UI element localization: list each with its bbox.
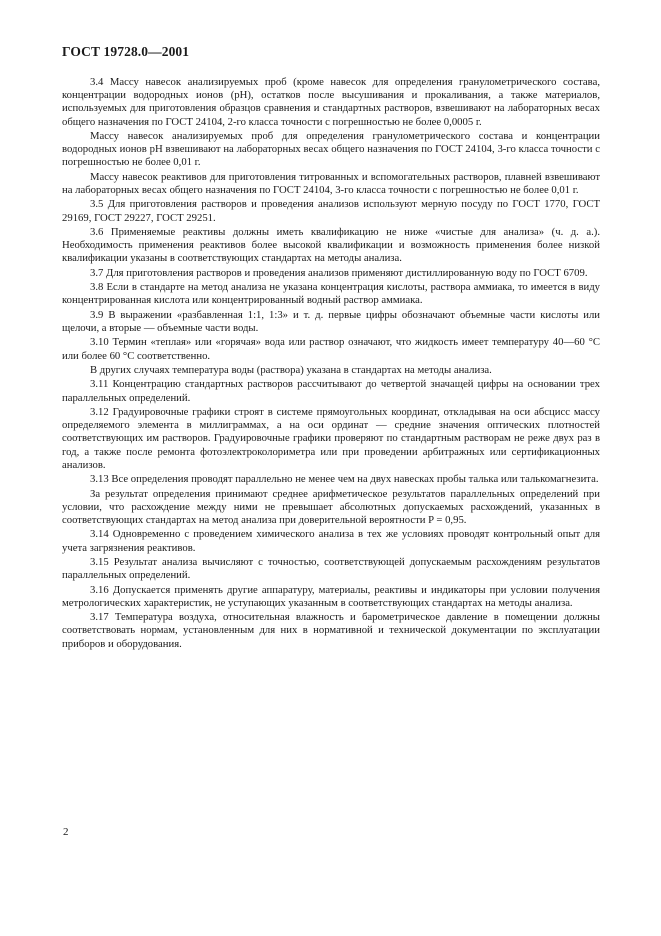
paragraph-3-8: 3.8 Если в стандарте на метод анализа не указана концентрация кислоты, раствора аммиака, то имеется в виду концентрированная кислота или концентрированный водный раствор аммиака.: [62, 281, 600, 307]
paragraph-3-7: 3.7 Для приготовления растворов и проведения анализов применяют дистиллированную воду по ГОСТ 6709.: [90, 266, 588, 279]
paragraph-3-16: 3.16 Допускается применять другие аппаратуру, материалы, реактивы и индикаторы при условии получения метрологических характеристик, не уступающих указанным в соответствующих стандартах на методы анализа.: [62, 583, 600, 609]
paragraph-3-4-weighing-granulometric: Массу навесок анализируемых проб для определения гранулометрического состава и концентрации водородных ионов pH взвешивают на лабораторных весах общего назначения по ГОСТ 24104, 3-го класса точности с погрешностью не более 0,01 г.: [62, 130, 600, 169]
paragraph-3-11: 3.11 Концентрацию стандартных растворов рассчитывают до четвертой значащей цифры на основании трех параллельных определений.: [62, 378, 600, 404]
paragraph-3-6: 3.6 Применяемые реактивы должны иметь квалификацию не ниже «чистые для анализа» (ч. д. а.). Необходимость применения реактивов более высокой квалификации и возможность применения более низкой квалификации указаны в соответствующих стандартах на методы анализа.: [62, 225, 600, 265]
paragraph-3-13-result: За результат определения принимают среднее арифметическое результатов параллельных определений при условии, что расхождение между ними не превышает абсолютных допускаемых расхождений, указанных в соответствующих стандартах на метод анализа при доверительной вероятности P = 0,95.: [62, 487, 600, 526]
paragraph-3-15: 3.15 Результат анализа вычисляют с точностью, соответствующей допускаемым расхождениям результатов параллельных определений.: [62, 555, 600, 582]
paragraph-3-4: 3.4 Массу навесок анализируемых проб (кроме навесок для определения гранулометрического состава, концентрации водородных ионов (pH), остатков после высушивания и прокаливания, а также материалов, используемых для приготовления образцов сравнения и стандартных растворов, взвешивают на лабораторных весах общего назначения по ГОСТ 24104, 2-го класса точности с погрешностью не более 0,0005 г.: [62, 76, 600, 128]
paragraph-3-12: 3.12 Градуировочные графики строят в системе прямоугольных координат, откладывая на оси абсцисс массу определяемого элемента в миллиграммах, а на оси ординат — средние значения оптических плотностей соответствующих им растворов. Градуировочные графики проверяют по стандартным растворам не реже двух раз в год, а также после ремонта фотоэлектроколориметра или при проведении арбитражных или сертификационных анализов.: [62, 405, 600, 471]
page-number: 2: [63, 826, 69, 838]
paragraph-3-13: 3.13 Все определения проводят параллельно не менее чем на двух навесках пробы талька или талькомагнезита.: [90, 473, 599, 486]
paragraph-3-10: 3.10 Термин «теплая» или «горячая» вода или раствор означают, что жидкость имеет температуру 40—60 °С или более 60 °С соответственно.: [62, 336, 600, 362]
paragraph-3-4-weighing-reagents: Массу навесок реактивов для приготовления титрованных и вспомогательных растворов, плавней взвешивают на лабораторных весах общего назначения по ГОСТ 24104, 3-го класса точности с погрешностью не более 0,01 г.: [62, 170, 600, 196]
document-header: ГОСТ 19728.0—2001: [62, 44, 190, 59]
paragraph-3-14: 3.14 Одновременно с проведением химического анализа в тех же условиях проводят контрольный опыт для учета загрязнения реактивов.: [62, 528, 600, 554]
paragraph-3-5: 3.5 Для приготовления растворов и проведения анализов используют мерную посуду по ГОСТ 1770, ГОСТ 29169, ГОСТ 29227, ГОСТ 29251.: [62, 198, 600, 224]
document-body: [62, 76, 600, 652]
paragraph-3-9: 3.9 В выражении «разбавленная 1:1, 1:3» и т. д. первые цифры обозначают объемные части кислоты или щелочи, а вторые — объемные части воды.: [62, 308, 600, 334]
paragraph-3-17: 3.17 Температура воздуха, относительная влажность и барометрическое давление в помещении должны соответствовать нормам, установленным для них в нормативной и технической документации по эксплуатации приборов и оборудования.: [62, 611, 600, 650]
paragraph-3-10-other-cases: В других случаях температура воды (раствора) указана в стандартах на методы анализа.: [90, 363, 492, 376]
